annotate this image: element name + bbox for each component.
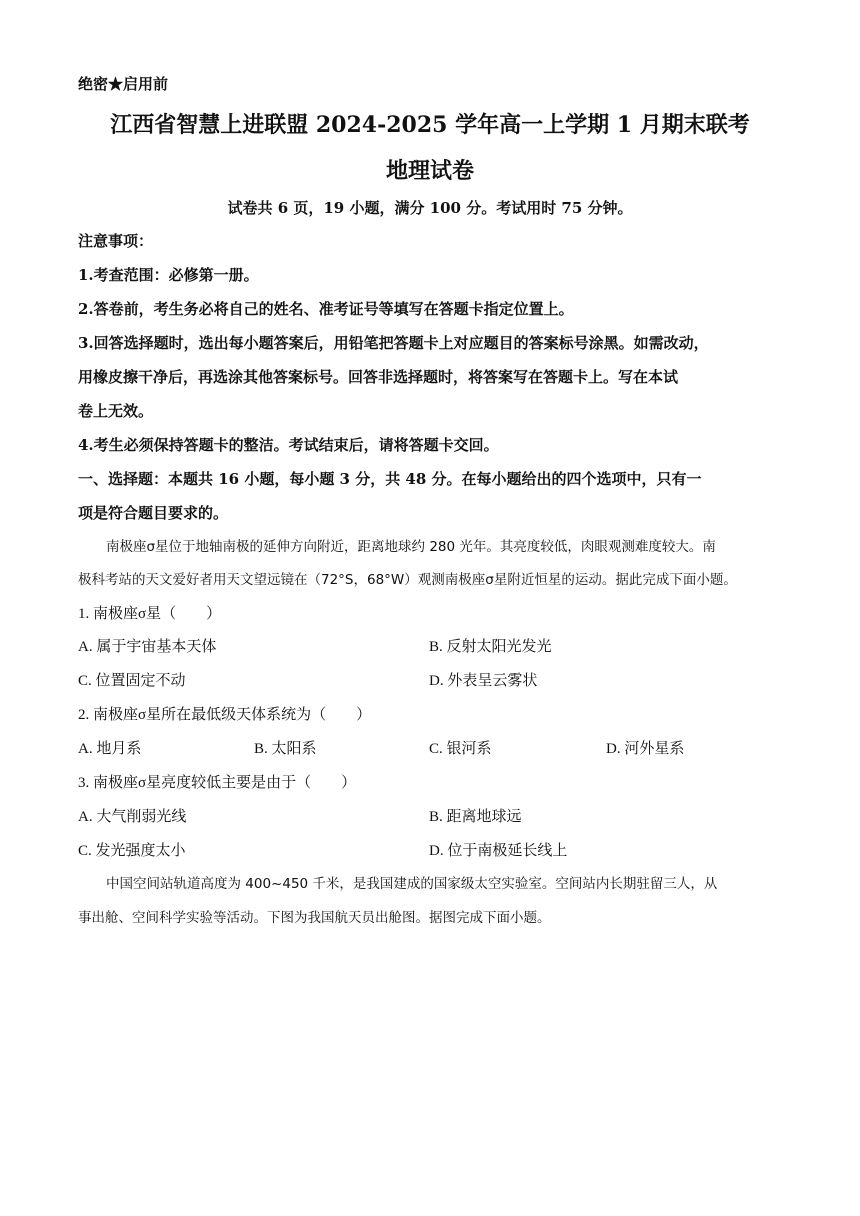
exam-info: 试卷共 6 页，19 小题，满分 100 分。考试用时 75 分钟。 — [227, 199, 633, 217]
question-3-option-d: D. 位于南极延长线上 — [429, 843, 568, 859]
question-3-option-c: C. 发光强度太小 — [78, 843, 186, 859]
section-heading-line-1: 一、选择题：本题共 16 小题，每小题 3 分，共 48 分。在每小题给出的四个选项中，只有一 — [78, 470, 702, 488]
notice-item-1: 1.考查范围：必修第一册。 — [78, 266, 259, 284]
question-3-option-a: A. 大气削弱光线 — [78, 809, 187, 825]
question-1-option-c: C. 位置固定不动 — [78, 673, 186, 689]
confidential-mark: 绝密★启用前 — [78, 75, 169, 93]
notice-heading: 注意事项： — [78, 232, 154, 250]
question-2-option-b: B. 太阳系 — [254, 741, 317, 757]
material-2-line-2: 事出舱、空间科学实验等活动。下图为我国航天员出舱图。据图完成下面小题。 — [78, 910, 551, 926]
question-2-option-c: C. 银河系 — [429, 741, 492, 757]
question-1-stem: 1. 南极座σ星（ ） — [78, 606, 222, 622]
question-2-option-d: D. 河外星系 — [606, 741, 685, 757]
notice-item-2: 2.答卷前，考生务必将自己的姓名、准考证号等填写在答题卡指定位置上。 — [78, 300, 574, 318]
exam-title: 江西省智慧上进联盟 2024-2025 学年高一上学期 1 月期末联考 — [110, 112, 750, 138]
section-heading-line-2: 项是符合题目要求的。 — [78, 504, 229, 522]
material-2-line-1: 中国空间站轨道高度为 400~450 千米，是我国建成的国家级太空实验室。空间站内长期驻留三人，从 — [106, 876, 718, 892]
question-3-option-b: B. 距离地球远 — [429, 809, 522, 825]
notice-item-4: 4.考生必须保持答题卡的整洁。考试结束后，请将答题卡交回。 — [78, 436, 499, 454]
question-1-option-d: D. 外表呈云雾状 — [429, 673, 538, 689]
material-1-line-2: 极科考站的天文爱好者用天文望远镜在（72°S，68°W）观测南极座σ星附近恒星的运动。据此完成下面小题。 — [78, 572, 737, 588]
question-2-option-a: A. 地月系 — [78, 741, 142, 757]
question-3-stem: 3. 南极座σ星亮度较低主要是由于（ ） — [78, 775, 357, 791]
notice-item-3-line-3: 卷上无效。 — [78, 402, 154, 420]
question-1-option-b: B. 反射太阳光发光 — [429, 639, 552, 655]
material-1-line-1: 南极座σ星位于地轴南极的延伸方向附近，距离地球约 280 光年。其亮度较低，肉眼观测难度较大。南 — [106, 539, 716, 555]
question-2-stem: 2. 南极座σ星所在最低级天体系统为（ ） — [78, 707, 372, 723]
notice-item-3-line-1: 3.回答选择题时，选出每小题答案后，用铅笔把答题卡上对应题目的答案标号涂黑。如需改动， — [78, 334, 709, 352]
notice-item-3-line-2: 用橡皮擦干净后，再选涂其他答案标号。回答非选择题时，将答案写在答题卡上。写在本试 — [78, 368, 679, 386]
exam-subject-title: 地理试卷 — [385, 158, 474, 184]
question-1-option-a: A. 属于宇宙基本天体 — [78, 639, 217, 655]
